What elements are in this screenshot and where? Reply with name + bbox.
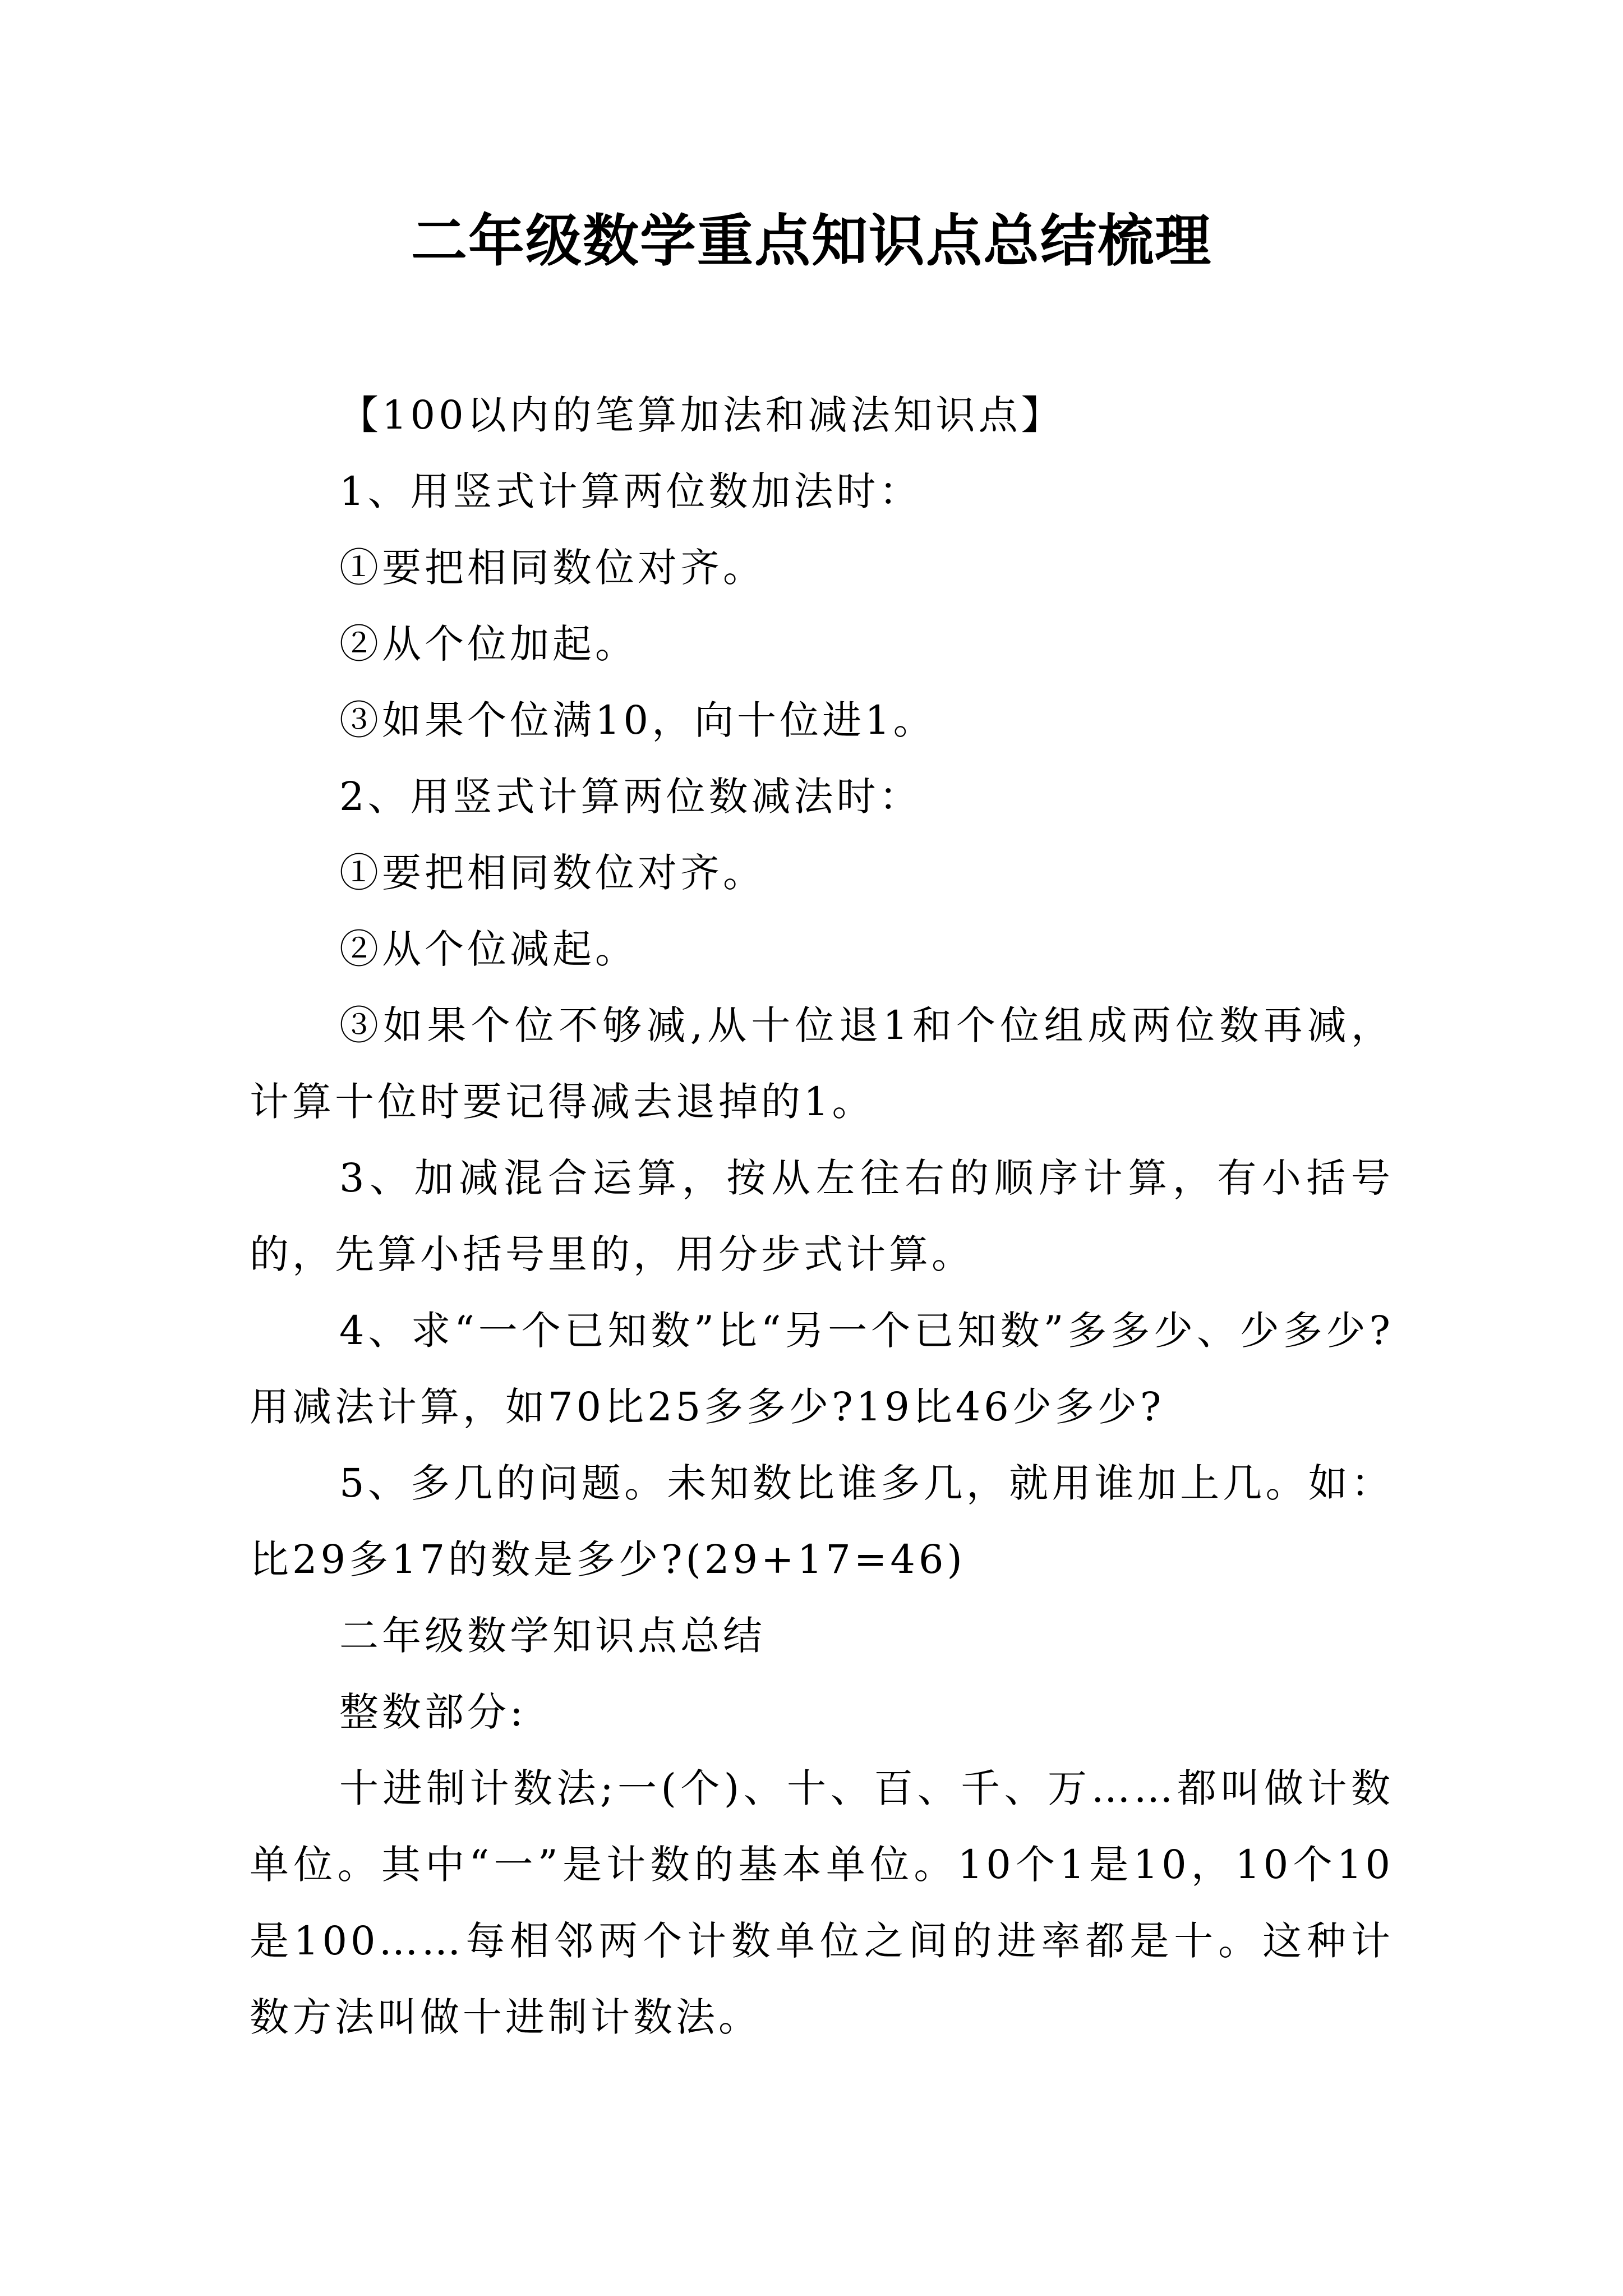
paragraph: 整数部分: <box>339 1689 527 1735</box>
document-title: 二年级数学重点知识点总结梳理 <box>411 208 1212 274</box>
paragraph: ①要把相同数位对齐。 <box>339 545 766 591</box>
paragraph: ①要把相同数位对齐。 <box>339 850 766 896</box>
paragraph: ②从个位加起。 <box>339 621 638 667</box>
paragraph: 4、求“一个已知数”比“另一个已知数”多多少、少多少?用减法计算，如70比25多多少?19比46少多少? <box>250 1308 1394 1430</box>
paragraph: ③如果个位不够减,从十位退1和个位组成两位数再减，计算十位时要记得减去退掉的1。 <box>250 1002 1394 1125</box>
document-body <box>250 377 1394 2055</box>
paragraph: 5、多几的问题。未知数比谁多几，就用谁加上几。如：比29多17的数是多少?(29+17=46) <box>250 1460 1394 1582</box>
paragraph: 1、用竖式计算两位数加法时： <box>339 468 922 514</box>
paragraph: ②从个位减起。 <box>339 926 638 972</box>
section-heading: 【100以内的笔算加法和减法知识点】 <box>339 392 1064 438</box>
paragraph: 3、加减混合运算，按从左往右的顺序计算，有小括号的，先算小括号里的，用分步式计算。 <box>250 1155 1394 1277</box>
paragraph: 十进制计数法;一(个)、十、百、千、万……都叫做计数单位。其中“一”是计数的基本单位。10个1是10，10个10是100……每相邻两个计数单位之间的进率都是十。这种计数方法叫做十进制计数法。 <box>250 1765 1394 2040</box>
subsection-heading: 二年级数学知识点总结 <box>339 1613 766 1659</box>
paragraph: ③如果个位满10，向十位进1。 <box>339 697 936 743</box>
paragraph: 2、用竖式计算两位数减法时： <box>339 774 922 820</box>
